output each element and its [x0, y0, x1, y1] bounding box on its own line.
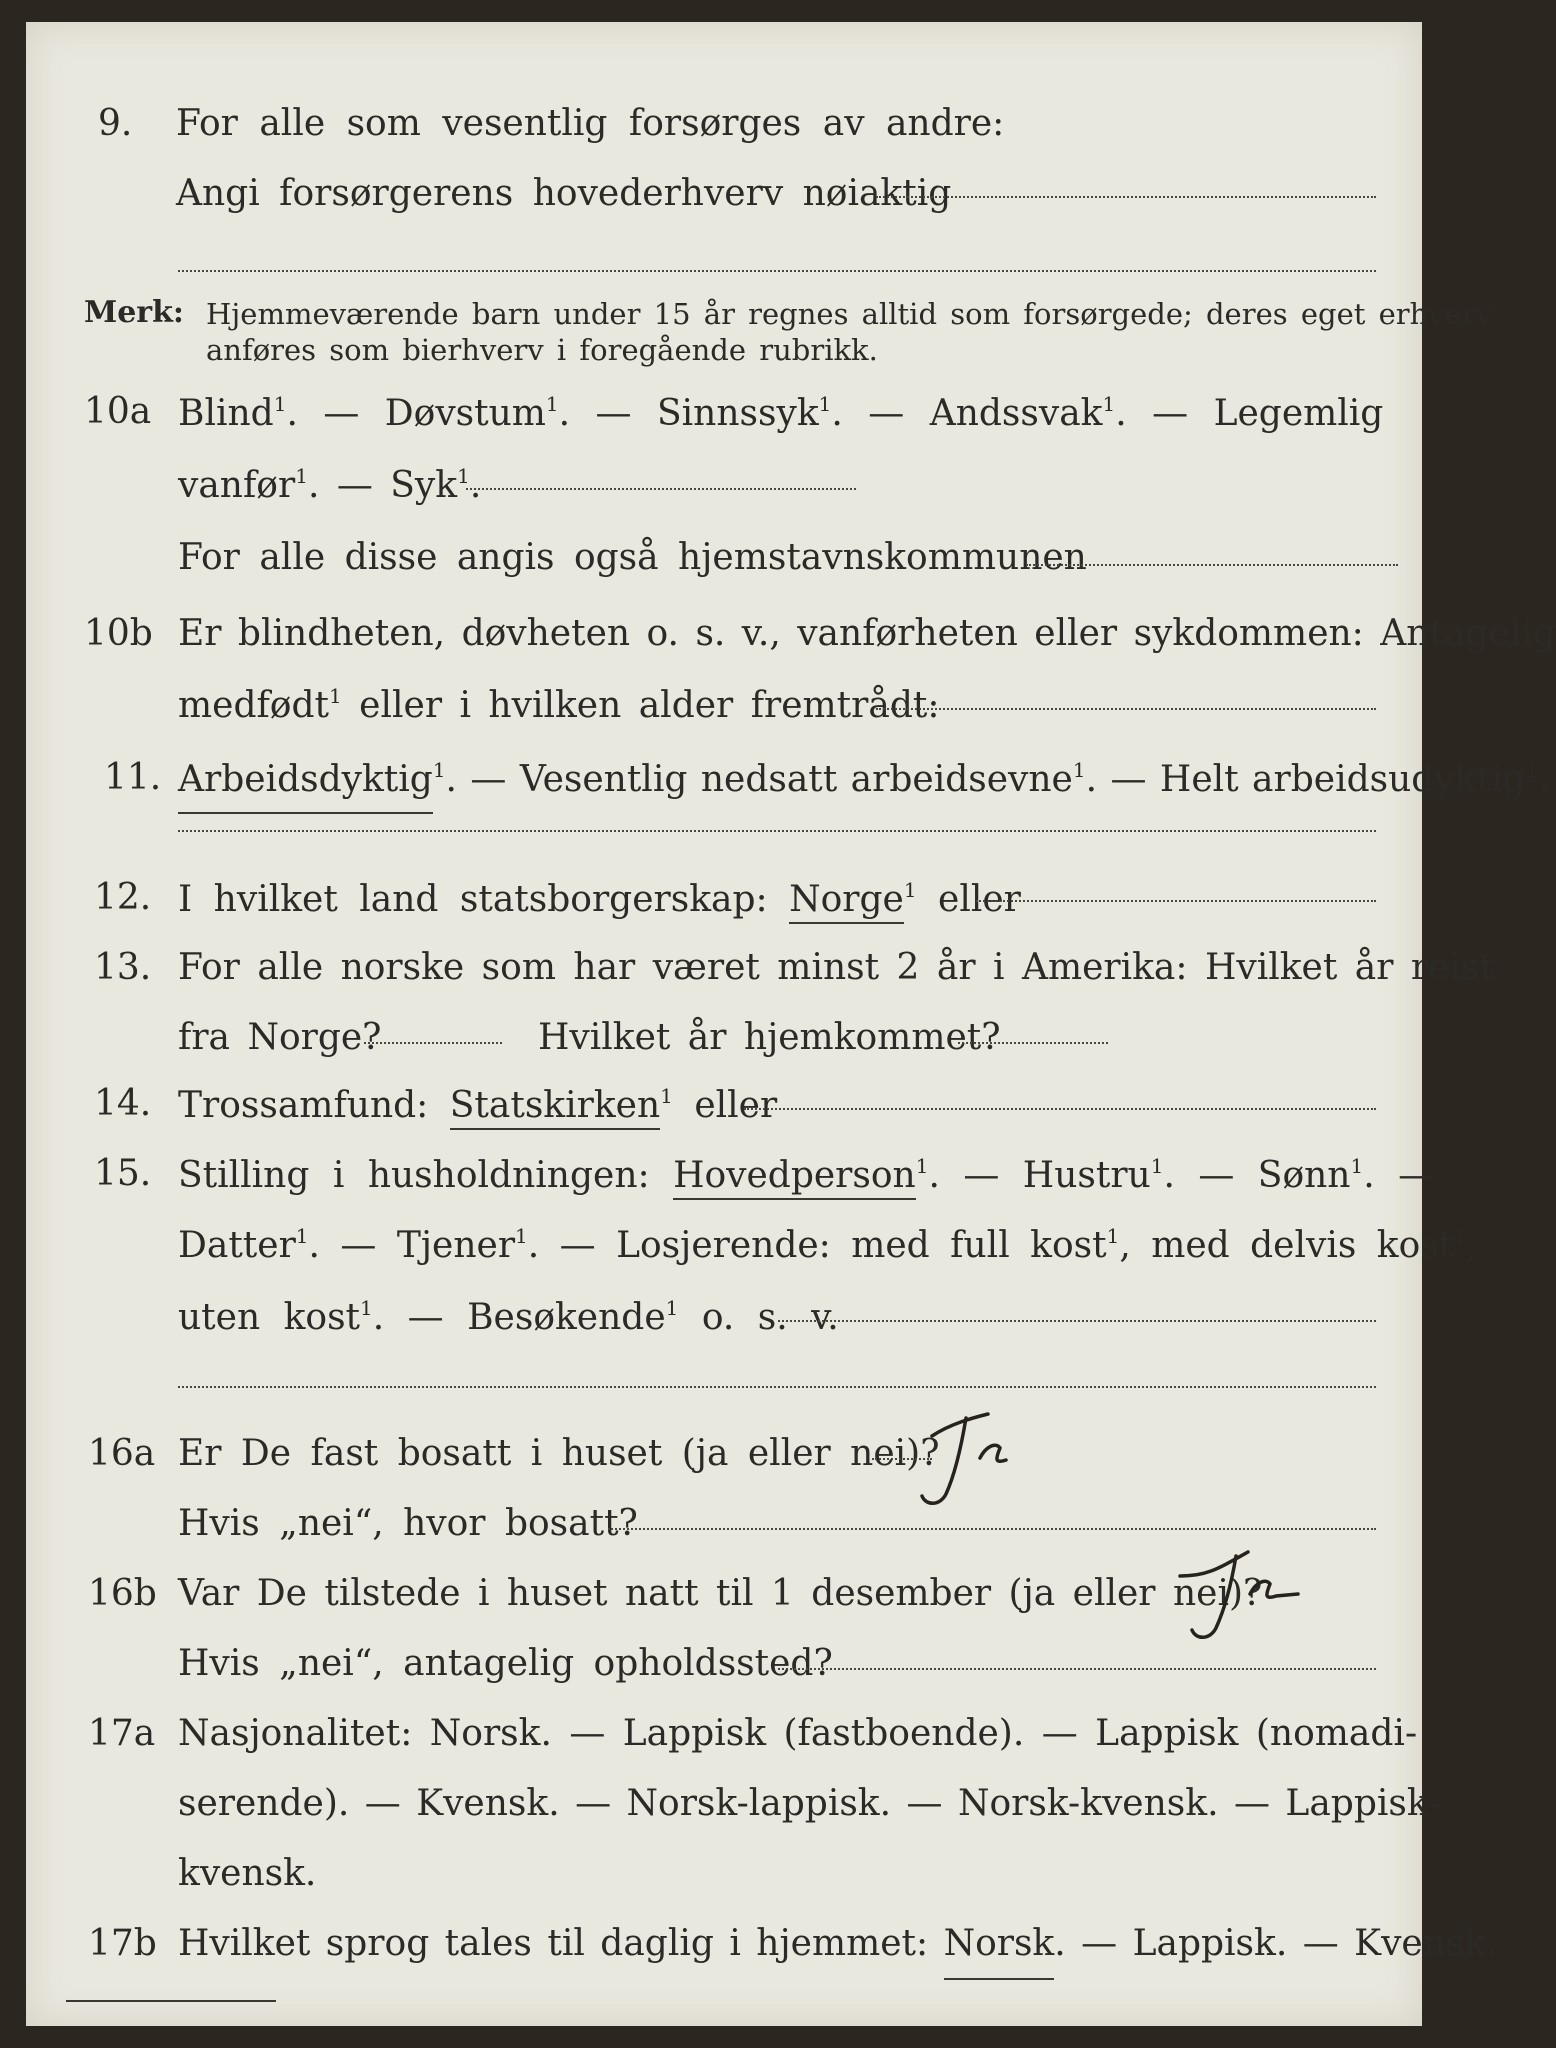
- q11-answer-line[interactable]: [178, 830, 1376, 832]
- q14-line: Trossamfund: Statskirken$^1$ eller: [178, 1086, 777, 1124]
- q12-number: 12.: [94, 877, 152, 918]
- q14-number: 14.: [94, 1083, 152, 1124]
- q13-line2a: fra Norge?: [178, 1017, 382, 1058]
- q16b-opholdssted-line[interactable]: [778, 1668, 1376, 1670]
- merk-line1: Hjemmeværende barn under 15 år regnes alltid som forsørgede; deres eget erhverv: [206, 297, 1493, 331]
- q16a-bosatt-line[interactable]: [608, 1528, 1376, 1530]
- q17a-norsk-marked: Norsk: [429, 1713, 541, 1754]
- q10a-answer-line[interactable]: [466, 488, 856, 490]
- q12-answer-line[interactable]: [976, 900, 1376, 902]
- q17b-number: 17b: [88, 1923, 157, 1964]
- q15-number: 15.: [94, 1153, 152, 1194]
- q10b-answer-line[interactable]: [876, 708, 1376, 710]
- q17b-line1: Hvilket sprog tales til daglig i hjemmet: Norsk. — Lappisk. — Kvensk.: [178, 1926, 1498, 1962]
- q11-line1: Arbeidsdyktig$^1$. — Vesentlig nedsatt arbeidsevne$^1$. — Helt arbeidsudyktig$^1$.: [178, 760, 1550, 798]
- q10a-number: 10a: [84, 391, 152, 432]
- q16a-handwritten-answer: [910, 1402, 1020, 1512]
- q9-number: 9.: [98, 103, 133, 144]
- q10a-line1: Blind$^1$. — Døvstum$^1$. — Sinnssyk$^1$. — Andssvak$^1$. — Legemlig: [178, 392, 1384, 434]
- q12-line: I hvilket land statsborgerskap: Norge$^1$ eller: [178, 880, 1021, 918]
- q16b-line1: Var De tilstede i huset natt til 1 desember (ja eller nei)?: [178, 1573, 1263, 1614]
- q13-line1: For alle norske som har været minst 2 år i Amerika: Hvilket år reist: [178, 947, 1494, 988]
- q16b-number: 16b: [88, 1573, 157, 1614]
- q16b-handwritten-answer: [1176, 1540, 1306, 1650]
- q10a-line3: For alle disse angis også hjemstavnskommunen: [178, 537, 1087, 578]
- q10b-line1: Er blindheten, døvheten o. s. v., vanførheten eller sykdommen: Antagelig: [178, 613, 1556, 654]
- q10b-line2: medfødt$^1$ eller i hvilken alder fremtrådt:: [178, 684, 940, 726]
- q15-line1: Stilling i husholdningen: Hovedperson$^1$. — Hustru$^1$. — Sønn$^1$. —: [178, 1156, 1434, 1194]
- q12-norge-marked: Norge: [789, 879, 904, 924]
- q9-line1: For alle som vesentlig forsørges av andre:: [176, 103, 1005, 144]
- q13-line2b: Hvilket år hjemkommet?: [538, 1017, 1001, 1058]
- q17b-norsk-marked: Norsk: [944, 1923, 1055, 1980]
- merk-label: Merk:: [84, 295, 184, 330]
- q10a-line2: vanfør$^1$. — Syk$^1$.: [178, 464, 482, 506]
- q11-arbeidsdyktig-marked: Arbeidsdyktig: [178, 759, 433, 814]
- q10a-hjemstavn-line[interactable]: [1026, 564, 1398, 566]
- q15-answer-line-2[interactable]: [178, 1386, 1376, 1388]
- q11-number: 11.: [104, 757, 162, 798]
- q15-line3: uten kost$^1$. — Besøkende$^1$ o. s. v.: [178, 1296, 839, 1338]
- q13-reist-line[interactable]: [364, 1042, 502, 1044]
- q16a-line2: Hvis „nei“, hvor bosatt?: [178, 1503, 638, 1544]
- q15-hovedperson-marked: Hovedperson: [673, 1155, 916, 1200]
- q17a-line3: kvensk.: [178, 1853, 317, 1894]
- q15-line2: Datter$^1$. — Tjener$^1$. — Losjerende: med full kost$^1$, med delvis kost$^1$,: [178, 1224, 1478, 1266]
- footnote-rule: [66, 2000, 276, 2002]
- q9-answer-line-2[interactable]: [178, 270, 1376, 272]
- q17a-line1: Nasjonalitet: Norsk. — Lappisk (fastboende). — Lappisk (nomadi-: [178, 1713, 1418, 1754]
- q13-number: 13.: [94, 947, 152, 988]
- q17a-line2: serende). — Kvensk. — Norsk-lappisk. — Norsk-kvensk. — Lappisk-: [178, 1783, 1441, 1824]
- q16a-line1: Er De fast bosatt i huset (ja eller nei)?: [178, 1433, 940, 1474]
- q14-answer-line[interactable]: [744, 1108, 1376, 1110]
- q14-statskirken-marked: Statskirken: [450, 1085, 660, 1130]
- q10b-number: 10b: [84, 613, 153, 654]
- q17a-number: 17a: [88, 1713, 156, 1754]
- q16a-number: 16a: [88, 1433, 156, 1474]
- q15-answer-line[interactable]: [778, 1320, 1376, 1322]
- q9-answer-line[interactable]: [876, 196, 1376, 198]
- q16b-line2: Hvis „nei“, antagelig opholdssted?: [178, 1643, 833, 1684]
- q13-hjemkommet-line[interactable]: [958, 1042, 1108, 1044]
- q9-line2: Angi forsørgerens hovederhverv nøiaktig: [176, 173, 952, 214]
- census-form-page: [26, 22, 1556, 2026]
- merk-line2: anføres som bierhverv i foregående rubrikk.: [206, 333, 878, 367]
